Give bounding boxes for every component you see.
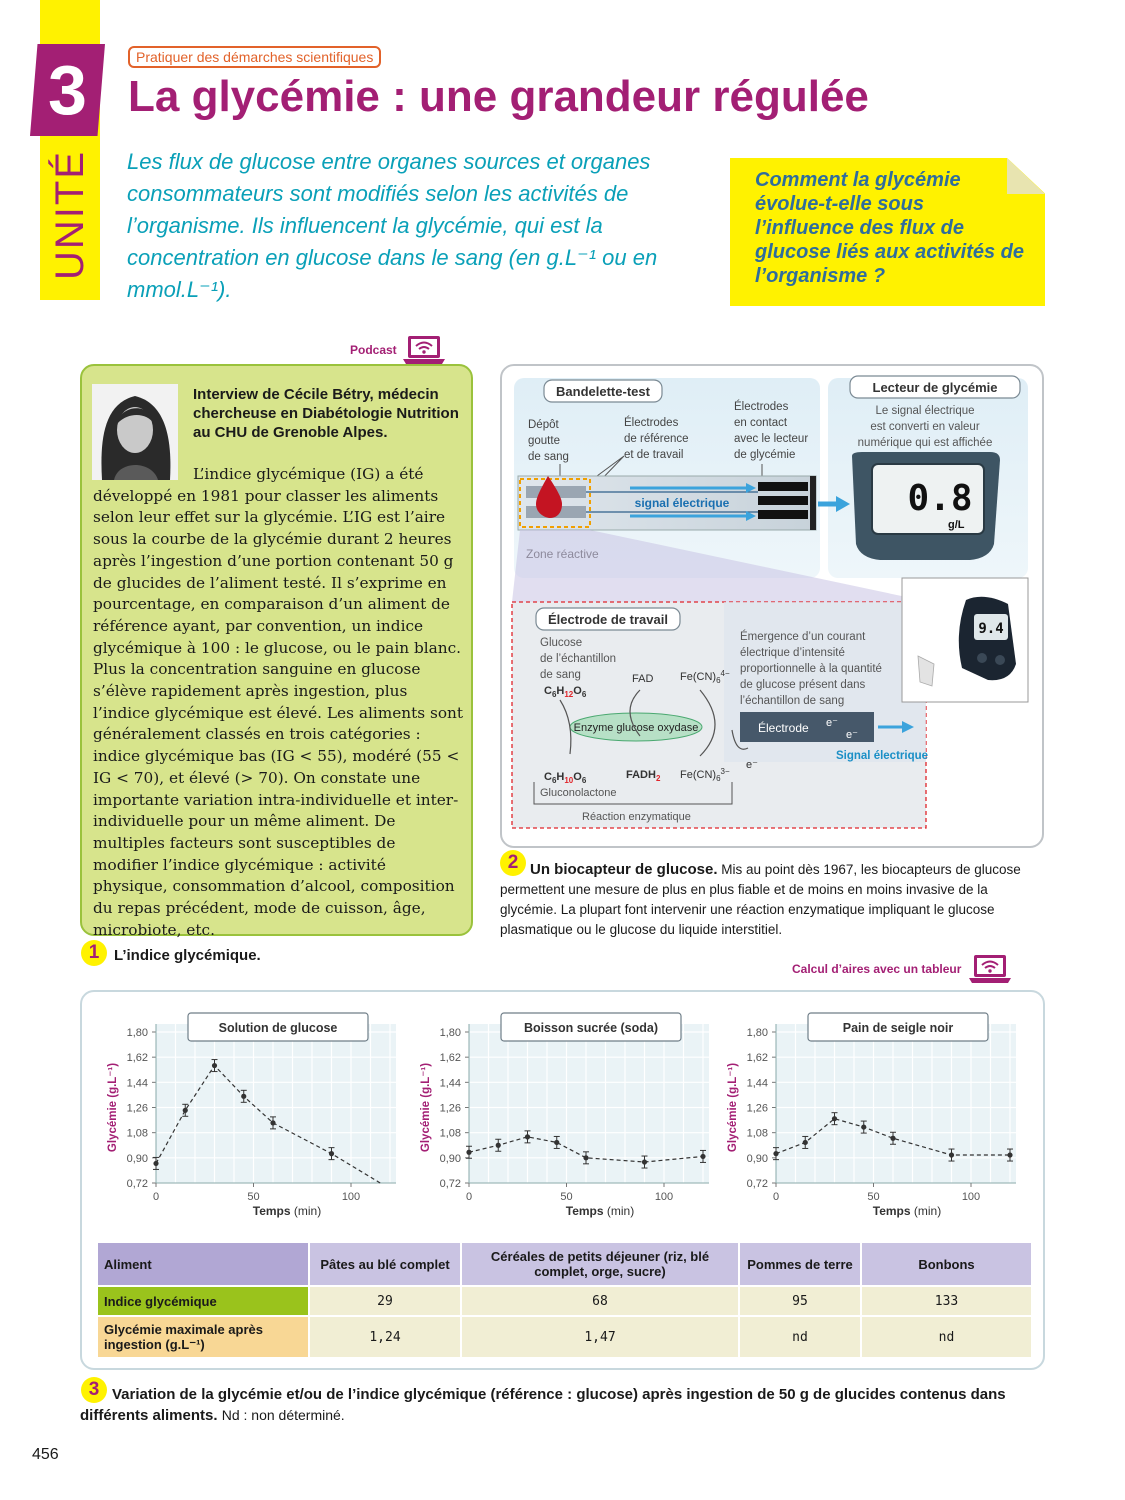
data-point <box>773 1151 778 1156</box>
reader-title: Lecteur de glycémie <box>872 380 998 395</box>
table-cell: nd <box>740 1317 860 1357</box>
electron-1: e⁻ <box>826 717 838 729</box>
laptop-wifi-icon <box>403 334 445 366</box>
x-tick-label: 0 <box>772 1191 780 1203</box>
gluconolactone-formula: $C_6H_{10}O_6$ <box>544 771 587 785</box>
data-point <box>832 1116 837 1121</box>
doc2-number: 2 <box>500 850 526 876</box>
y-tick-label: 0,72 <box>439 1178 461 1190</box>
data-point <box>466 1150 471 1155</box>
strip-title: Bandelette-test <box>556 384 650 399</box>
x-tick-label: 100 <box>961 1191 981 1203</box>
x-tick-label: 50 <box>560 1191 573 1203</box>
y-tick-label: 1,80 <box>439 1027 461 1039</box>
y-tick-label: 1,08 <box>439 1127 461 1140</box>
table-cell: 1,24 <box>310 1317 460 1357</box>
y-tick-label: 1,62 <box>126 1052 148 1065</box>
data-point <box>270 1120 275 1125</box>
chart-title: Pain de seigle noir <box>842 1021 954 1035</box>
glucose-formula: $C_6H_{12}O_6$ <box>544 685 587 699</box>
x-tick-label: 50 <box>867 1191 880 1203</box>
plot-area <box>776 1024 1016 1183</box>
x-tick-label: 100 <box>654 1191 674 1203</box>
chart-title: Boisson sucrée (soda) <box>523 1021 659 1035</box>
y-tick-label: 1,62 <box>439 1052 461 1065</box>
enzyme-label: Enzyme glucose oxydase <box>573 722 699 734</box>
y-tick-label: 0,72 <box>126 1178 148 1190</box>
doc3-caption-text: Variation de la glycémie et/ou de l’indice glycémique (référence : glucose) après ingestion de 50 g de glucides contenus dans différents aliments. <box>80 1386 1006 1424</box>
table-header-row <box>98 1243 1031 1285</box>
data-point <box>183 1108 188 1113</box>
table-cell: nd <box>862 1317 1031 1357</box>
table-header: Pommes de terre <box>740 1243 860 1285</box>
fe-red-label: $Fe(CN)_6^{3-}$ <box>680 767 730 783</box>
reader-value: 0.8 <box>907 478 973 519</box>
doc2-caption-text: Mis au point dès 1967, les biocapteurs de glucose permettent une mesure de plus en plus fiable et de moins en moins invasive de la glycémie. La plupart font intervenir une réaction enzymatique impliquant le glucose plasmatique ou le glucose du liquide interstitiel. <box>500 862 1021 937</box>
label-drop: Dépôt goutte de sang <box>528 419 569 463</box>
electrode-title: Électrode de travail <box>548 612 668 627</box>
doc3-caption <box>80 1384 1040 1426</box>
doc1-number: 1 <box>81 940 107 966</box>
chart-rye-bread <box>710 1006 1030 1231</box>
y-tick-label: 1,26 <box>746 1102 768 1115</box>
y-tick-label: 1,08 <box>746 1127 768 1140</box>
electron-2: e⁻ <box>846 729 858 741</box>
x-axis-label: Temps (min) <box>872 1204 942 1218</box>
y-tick-label: 1,08 <box>126 1127 148 1140</box>
table-cell: 29 <box>310 1287 460 1315</box>
biosensor-diagram <box>500 364 1044 848</box>
unit-number: 3 <box>48 51 87 129</box>
table-header: Aliment <box>98 1243 308 1285</box>
table-cell: 68 <box>462 1287 738 1315</box>
label-contact-electrodes: Électrodes en contact avec le lecteur de glycémie <box>734 401 809 461</box>
y-tick-label: 1,44 <box>126 1077 148 1090</box>
y-tick-label: 1,62 <box>746 1052 768 1065</box>
y-tick-label: 1,80 <box>746 1027 768 1039</box>
meter-value: 9.4 <box>978 621 1004 637</box>
row-label-max: Glycémie maximale après ingestion (g.L⁻¹) <box>98 1317 308 1357</box>
y-tick-label: 0,90 <box>746 1152 768 1165</box>
doc2-caption <box>500 860 1030 940</box>
y-axis-label: Glycémie (g.L⁻¹) <box>107 1062 119 1153</box>
page-number: 456 <box>32 1446 59 1463</box>
problem-question: Comment la glycémie évolue-t-elle sous l’influence des flux de glucose liés aux activités de l’organisme ? <box>755 169 1025 287</box>
data-point <box>212 1063 217 1068</box>
signal-label: signal électrique <box>634 496 730 510</box>
row-label-ig: Indice glycémique <box>98 1287 308 1315</box>
plot-area <box>156 1024 396 1183</box>
y-tick-label: 1,80 <box>126 1027 148 1039</box>
y-tick-label: 0,90 <box>126 1152 148 1165</box>
doc3-caption-nd: Nd : non déterminé. <box>221 1407 345 1423</box>
table-header: Pâtes au blé complet <box>310 1243 460 1285</box>
reader-text: Le signal électrique est converti en valeur numérique qui est affichée <box>857 405 993 449</box>
data-point <box>329 1151 334 1156</box>
table-header: Céréales de petits déjeuner (riz, blé complet, orge, sucre) <box>462 1243 738 1285</box>
signal-out-label: Signal électrique <box>836 750 929 762</box>
doc1-heading: Interview de Cécile Bétry, médecin chercheuse en Diabétologie Nutrition au CHU de Grenoble Alpes. <box>193 386 459 441</box>
data-point <box>642 1159 647 1164</box>
laptop-wifi-icon <box>969 953 1011 985</box>
x-tick-label: 0 <box>465 1191 473 1203</box>
fad-label: FAD <box>632 673 654 685</box>
data-point <box>583 1155 588 1160</box>
data-point <box>241 1094 246 1099</box>
x-tick-label: 100 <box>341 1191 361 1203</box>
podcast-link[interactable] <box>350 334 445 366</box>
y-tick-label: 0,90 <box>439 1152 461 1165</box>
y-axis-label: Glycémie (g.L⁻¹) <box>727 1062 739 1153</box>
spreadsheet-link[interactable] <box>792 953 1011 985</box>
data-point <box>949 1152 954 1157</box>
podcast-label: Podcast <box>350 343 397 357</box>
label-ref-electrodes: Électrodes de référence et de travail <box>624 417 689 461</box>
chart-glucose-solution <box>90 1006 410 1231</box>
intro-text: Les flux de glucose entre organes sources et organes consommateurs sont modifiés selon les activités de l’organisme. Ils influencent la glycémie, qui est la concentration en glucose dans le sang (en g.L⁻¹ ou en mmol.L⁻¹). <box>127 149 658 302</box>
y-tick-label: 1,44 <box>439 1077 461 1090</box>
electron-3: e⁻ <box>746 759 758 771</box>
glycemic-index-table <box>96 1241 1033 1359</box>
data-point <box>1007 1152 1012 1157</box>
data-point <box>803 1140 808 1145</box>
doc1-caption: L’indice glycémique. <box>114 947 261 964</box>
doc1-body-text: L’indice glycémique (IG) a été développé en 1981 pour classer les aliments selon leur effet sur la glycémie. L’IG est l’aire sous la courbe de la glycémie durant 2 heures après l’ingestion d’une portion contenant 50 g de glucides de l’aliment testé. Il s’exprime en pourcentage, en comparaison d’un aliment de référence ayant, par convention, un indice glycémique à 100 : le glucose, ou le pain blanc. Plus la concentration sanguine en glucose s’élève rapidement après ingestion, plus l’indice glycémique est élevé. Les aliments sont généralement classés en trois catégories : indice glycémique bas (IG < 55), modéré (55 < IG < 70), et élevé (> 70). On constate une importante variation intra-individuelle et inter-individuelle pour un même aliment. De multiples facteurs sont susceptibles de modifier l’indice glycémique : activité physique, consommation d’alcool, composition du repas précédent, mode de cuisson, âge, microbiote, etc. <box>93 465 464 939</box>
section-kicker: Pratiquer des démarches scientifiques <box>128 46 381 68</box>
x-tick-label: 50 <box>247 1191 260 1203</box>
x-tick-label: 0 <box>152 1191 160 1203</box>
table-cell: 95 <box>740 1287 860 1315</box>
emergence-text: Émergence d’un courant électrique d’intensité proportionnelle à la quantité de glucose présent dans l’échantillon de sang <box>740 631 882 707</box>
chart-soda <box>403 1006 723 1231</box>
page-title: La glycémie : une grandeur régulée <box>128 72 869 121</box>
reaction-label: Réaction enzymatique <box>582 811 691 823</box>
spreadsheet-label: Calcul d’aires avec un tableur <box>792 962 962 976</box>
table-row <box>98 1317 1031 1357</box>
gluconolactone-label: Gluconolactone <box>540 787 617 799</box>
fe-ox-label: $Fe(CN)_6^{4-}$ <box>680 669 730 685</box>
data-point <box>861 1124 866 1129</box>
unit-label: UNITÉ <box>48 150 92 280</box>
data-point <box>700 1154 705 1159</box>
x-axis-label: Temps (min) <box>252 1204 322 1218</box>
data-point <box>525 1134 530 1139</box>
glucose-label: Glucose de l’échantillon de sang <box>540 637 617 681</box>
data-point <box>554 1140 559 1145</box>
doc2-caption-title: Un biocapteur de glucose. <box>530 861 718 878</box>
doc3-number: 3 <box>81 1377 107 1403</box>
reader-unit: g/L <box>948 519 965 531</box>
y-axis-label: Glycémie (g.L⁻¹) <box>420 1062 432 1153</box>
data-point <box>153 1161 158 1166</box>
y-tick-label: 1,26 <box>439 1102 461 1115</box>
table-header: Bonbons <box>862 1243 1031 1285</box>
y-tick-label: 1,44 <box>746 1077 768 1090</box>
table-row <box>98 1287 1031 1315</box>
electrode-label: Électrode <box>758 721 809 735</box>
y-tick-label: 1,26 <box>126 1102 148 1115</box>
table-cell: 1,47 <box>462 1317 738 1357</box>
chart-title: Solution de glucose <box>218 1021 338 1035</box>
fadh2-label: $FADH_2$ <box>626 769 661 783</box>
data-point <box>496 1143 501 1148</box>
table-cell: 133 <box>862 1287 1031 1315</box>
y-tick-label: 0,72 <box>746 1178 768 1190</box>
x-axis-label: Temps (min) <box>565 1204 635 1218</box>
data-point <box>890 1136 895 1141</box>
